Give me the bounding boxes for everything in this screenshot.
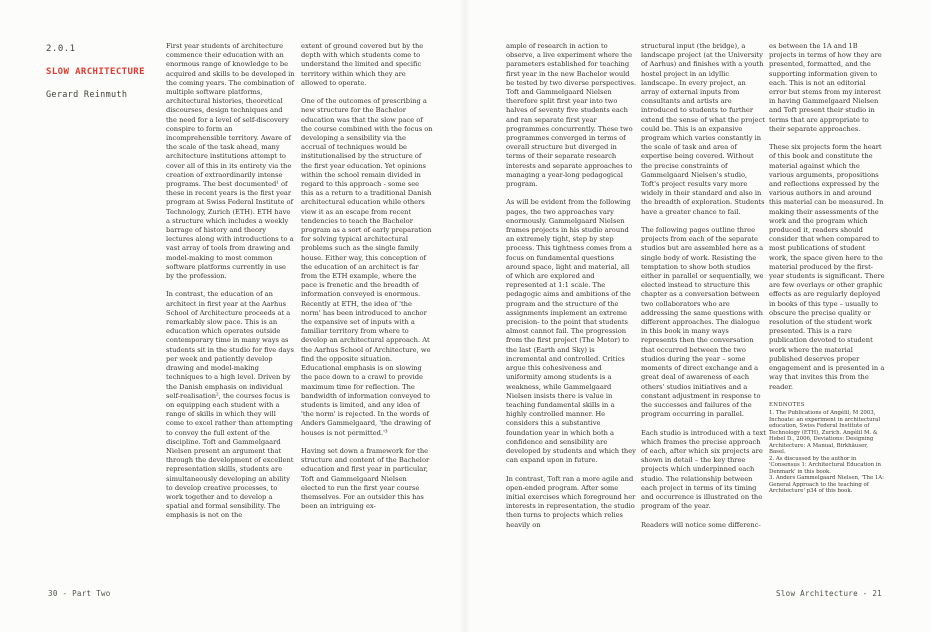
paragraph: In contrast, the education of an architect in first year at the Aarhus School of Architecture proceeds at a remarkably slow pace. This is an education which operates outside contemporary time in many ways as students sit in the studio for five days per week and patiently develop drawing and model-making techniques to a high level. Driven by the Danish emphasis on individual self-realisation², the courses focus is on equipping each student with a range of skills in which they will come to excel rather than attempting to convey the full extent of the discipline. Toft and Gammelgaard Nielsen present an argument that through the development of excellent representation skills, students are simultaneously developing an ability to develop creative processes, to work together and to develop a spatial and formal sensibility. The emphasis is not on the	[166, 290, 294, 520]
paragraph: Having set down a framework for the structure and content of the Bachelor education and first year in particular, Toft and Gammelgaard Nielsen elected to run the first year course themselves. For an outsider this has been an intriguing ex-	[301, 446, 430, 511]
right-page-footer: Slow Architecture - 21	[776, 589, 882, 598]
right-page-column-3	[769, 42, 885, 592]
chapter-title: SLOW ARCHITECTURE	[46, 67, 145, 77]
left-page-column-2	[301, 42, 433, 592]
endnote: 2. As discussed by the author in 'Consensus 1: Architectural Education in Denmark' in this book.	[769, 455, 881, 475]
paragraph: As will be evident from the following pages, the two approaches vary enormously. Gammelgaard Nielsen frames projects in his studio around an extremely tight, step by step process. This tightness comes from a focus on fundamental questions around space, light and material, all of which are explored and represented at 1:1 scale. The pedagogic aims and ambitions of the program and the structure of the assignments implement an extreme precision- to the point that students almost cannot fail. The progression from the first project (The Motor) to the last (Earth and Sky) is incremental and controlled. Critics argue this cohesiveness and uniformity among students is a weakness, while Gammelgaard Nielsen insists there is value in teaching fundamental skills in a highly controlled manner. He considers this a substantive foundation year in which both a confidence and sensibility are developed by students and which they can expand upon in future.	[506, 198, 636, 465]
paragraph: In contrast, Toft ran a more agile and open-ended program. After some initial exercises which foreground her interests in representation, the studio then turns to projects which relies heavily on	[506, 474, 636, 529]
chapter-number: 2.0.1	[46, 44, 76, 54]
paragraph: structural input (the bridge), a landscape project (at the University of Aarhus) and finishes with a youth hostel project in an idyllic landscape. In every project, an array of external inputs from consultants and artists are introduced to students to further extend the sense of what the project could be. This is an expansive program which varies constantly in the scale of task and area of expertise being covered. Without the precise constraints of Gammelgaard Nielsen's studio, Toft's project results vary more widely in their standard and also in the breadth of exploration. Students have a greater chance to fail.	[641, 42, 765, 216]
endnotes-label: ENDNOTES	[769, 401, 805, 408]
paragraph: extent of ground covered but by the depth with which students come to understand the limited and specific territory within which they are allowed to operate.	[301, 42, 424, 87]
left-page-column-1	[166, 42, 295, 592]
paragraph: Readers will notice some differenc-	[641, 520, 761, 529]
paragraph: The following pages outline three projects from each of the separate studios but are assembled here as a single body of work. Resisting the temptation to show both studios either in parallel or sequentially, we elected instead to structure this chapter as a conversation between two collaborators who are addressing the same questions with different approaches. The dialogue in this book in many ways represents then the conversation that occurred between the two studios during the year – some moments of direct exchange and a great deal of awareness of each others' studios initiatives and a constant adjustment in response to the successes and failures of the program occurring in parallel.	[641, 226, 764, 419]
paragraph: First year students of architecture commence their education with an enormous range of knowledge to be acquired and skills to be developed in the coming years. The combination of multiple software platforms, architectural histories, theoretical discourses, design techniques and the need for a level of self-discovery conspire to form an incomprehensible territory. Aware of the scale of the task ahead, many architecture institutions attempt to cover all of this in its entirety via the creation of extraordinarily intense programs. The best documented¹ of these in recent years is the first year program at Swiss Federal Institute of Technology, Zurich (ETH). ETH have a structure which includes a weekly barrage of history and theory lectures along with introductions to a vast array of tools from drawing and model-making to most common software platforms currently in use by the profession.	[166, 42, 295, 281]
endnotes	[769, 402, 885, 495]
chapter-author: Gerard Reinmuth	[46, 90, 128, 100]
right-page-column-1	[506, 42, 637, 592]
page-gutter	[459, 0, 471, 632]
right-page-column-2	[641, 42, 766, 592]
endnote: 1. The Publications of Angélil, M 2003, Inchoate: an experiment in architectural education, Swiss Federal Institute of Technology (ETH), Zurich. Angélil M. & Hebel D., 2006, Deviations: Designing Architecture: A Manual, Birkhäuser, Basel.	[769, 410, 881, 456]
paragraph: es between the 1A and 1B projects in terms of how they are presented, formatted, and the supporting information given to each. This is not an editorial error but stems from my interest in having Gammelgaard Nielsen and Toft present their studio in terms that are appropriate to their separate approaches.	[769, 42, 882, 133]
paragraph: ample of research in action to observe, a live experiment where the parameters established for teaching first year in the new Bachelor would be tested by two diverse perspectives. Toft and Gammelgaard Nielsen therefore split first year into two halves of seventy five students each and ran separate first year programmes concurrently. These two programmes converged in terms of overall structure but diverged in terms of their separate research interests and separate approaches to managing a year-long pedagogical program.	[506, 42, 637, 189]
endnote: 3. Anders Gammelgaard Nielsen, 'The 1A: General Approach to the teaching of Architecture' p34 of this book.	[769, 475, 884, 495]
chapter-header	[46, 44, 164, 100]
paragraph: One of the outcomes of prescribing a new structure for the Bachelor education was that the slow pace of the course combined with the focus on developing a sensibility via the accrual of techniques would be institutionalised by the structure of the first year education. Yet opinions within the school remain divided in regard to this approach - some see this as a return to a traditional Danish architectural education while others view it as an escape from recent tendencies to teach the Bachelor program as a sort of early preparation for solving typical architectural problems such as the single family house. Either way, this conception of the education of an architect is far from the ETH example, where the pace is frenetic and the breadth of information conveyed is enormous. Recently at ETH, the idea of 'the norm' has been introduced to anchor the expansive set of inputs with a familiar territory from where to develop an architectural approach. At the Aarhus School of Architecture, we find the opposite situation. Educational emphasis is on slowing the pace down to a crawl to provide maximum time for reflection. The bandwidth of information conveyed to students is limited, and any idea of 'the norm' is rejected. In the words of Anders Gammelgaard, 'the drawing of houses is not permitted.'³	[301, 97, 433, 437]
left-page-footer: 30 - Part Two	[48, 589, 111, 598]
paragraph: Each studio is introduced with a text which frames the precise approach of each, after which six projects are shown in detail – the key three projects which underpinned each studio. The relationship between each project in terms of its timing and occurrence is illustrated on the program of the year.	[641, 428, 766, 511]
paragraph: These six projects form the heart of this book and constitute the material against which the various arguments, propositions and reflections expressed by the various authors in and around this material can be measured. In making their assessments of the work and the program which produced it, readers should consider that when compared to most publications of student work, the space given here to the material produced by the first-year students is significant. There are few overlays or other graphic effects as are regularly deployed in books of this type – usually to obscure the precise quality or resolution of the student work presented. This is a rare publication devoted to student work where the material published deserves proper engagement and is presented in a way that invites this from the reader.	[769, 143, 885, 391]
